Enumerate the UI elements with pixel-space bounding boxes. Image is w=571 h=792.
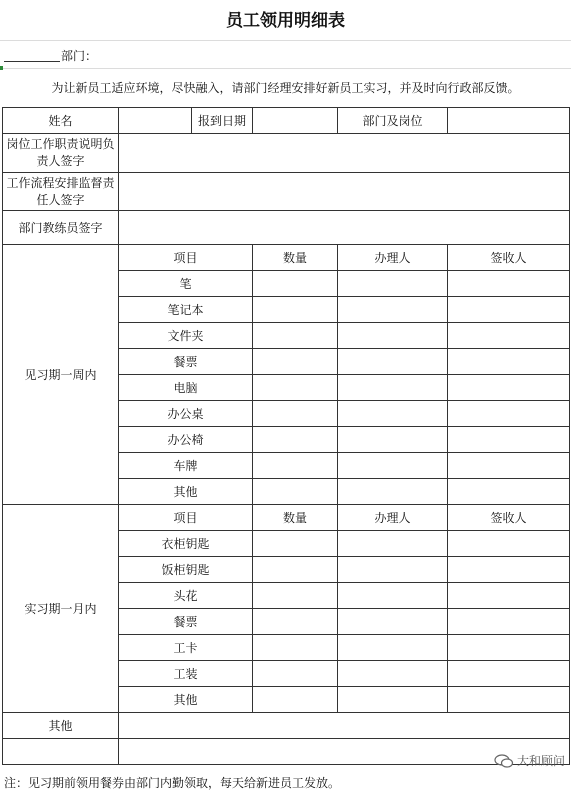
header-row: [3, 108, 570, 134]
other-row: [3, 713, 570, 739]
qty-cell[interactable]: [253, 557, 338, 583]
item-name: 其他: [119, 479, 253, 505]
signature-cell[interactable]: [119, 134, 570, 173]
sign-row: [3, 134, 570, 173]
signature-cell[interactable]: [119, 173, 570, 211]
handler-cell[interactable]: [338, 401, 448, 427]
dept-post-cell[interactable]: [448, 108, 570, 134]
handler-cell[interactable]: [338, 453, 448, 479]
qty-cell[interactable]: [253, 583, 338, 609]
column-header-receiver: 签收人: [448, 505, 570, 531]
sign-row: [3, 211, 570, 245]
receiver-cell[interactable]: [448, 375, 570, 401]
handler-cell[interactable]: [338, 583, 448, 609]
qty-cell[interactable]: [253, 635, 338, 661]
name-label: 姓名: [3, 108, 119, 134]
watermark: [494, 752, 565, 769]
receiver-cell[interactable]: [448, 349, 570, 375]
item-name: 工卡: [119, 635, 253, 661]
handler-cell[interactable]: [338, 557, 448, 583]
receiver-cell[interactable]: [448, 635, 570, 661]
receiver-cell[interactable]: [448, 661, 570, 687]
column-header-handler: 办理人: [338, 245, 448, 271]
qty-cell[interactable]: [253, 375, 338, 401]
cell-marker: [0, 66, 3, 70]
qty-cell[interactable]: [253, 271, 338, 297]
item-name: 头花: [119, 583, 253, 609]
intro-text: 为让新员工适应环境，尽快融入，请部门经理安排好新员工实习，并及时向行政部反馈。: [51, 81, 520, 95]
department-label: 部门：: [61, 48, 98, 63]
column-header-receiver: 签收人: [448, 245, 570, 271]
qty-cell[interactable]: [253, 349, 338, 375]
sign-row: [3, 173, 570, 211]
signature-cell[interactable]: [119, 211, 570, 245]
column-header-handler: 办理人: [338, 505, 448, 531]
receiver-cell[interactable]: [448, 297, 570, 323]
receiver-cell[interactable]: [448, 479, 570, 505]
qty-cell[interactable]: [253, 531, 338, 557]
watermark-text: 大和顾问: [516, 754, 565, 768]
handler-cell[interactable]: [338, 531, 448, 557]
department-blank[interactable]: [4, 48, 60, 62]
wechat-icon: [494, 754, 514, 768]
handler-cell[interactable]: [338, 661, 448, 687]
blank-row: [3, 739, 570, 765]
footnote: 注：见习期前领用餐券由部门内勤领取，每天给新进员工发放。: [4, 776, 341, 790]
sign-row-label: 部门教练员签字: [3, 211, 119, 245]
item-name: 饭柜钥匙: [119, 557, 253, 583]
handler-cell[interactable]: [338, 687, 448, 713]
handler-cell[interactable]: [338, 297, 448, 323]
receiver-cell[interactable]: [448, 531, 570, 557]
sign-row-label: 工作流程安排监督责任人签字: [3, 173, 119, 211]
receiver-cell[interactable]: [448, 271, 570, 297]
column-header-item: 项目: [119, 505, 253, 531]
receiver-cell[interactable]: [448, 453, 570, 479]
column-header-qty: 数量: [253, 505, 338, 531]
qty-cell[interactable]: [253, 401, 338, 427]
handler-cell[interactable]: [338, 323, 448, 349]
item-name: 车牌: [119, 453, 253, 479]
handler-cell[interactable]: [338, 635, 448, 661]
qty-cell[interactable]: [253, 687, 338, 713]
sign-row-label: 岗位工作职责说明负责人签字: [3, 134, 119, 173]
handler-cell[interactable]: [338, 479, 448, 505]
handler-cell[interactable]: [338, 427, 448, 453]
sheet-gridline: [0, 40, 571, 41]
item-name: 办公桌: [119, 401, 253, 427]
name-cell[interactable]: [119, 108, 192, 134]
receiver-cell[interactable]: [448, 323, 570, 349]
item-name: 办公椅: [119, 427, 253, 453]
date-cell[interactable]: [253, 108, 338, 134]
receiver-cell[interactable]: [448, 427, 570, 453]
other-cell[interactable]: [119, 713, 570, 739]
section-label: 实习期一月内: [3, 505, 119, 713]
column-header-row: [3, 505, 570, 531]
column-header-qty: 数量: [253, 245, 338, 271]
handler-cell[interactable]: [338, 609, 448, 635]
item-name: 笔: [119, 271, 253, 297]
section-label: 见习期一周内: [3, 245, 119, 505]
column-header-item: 项目: [119, 245, 253, 271]
qty-cell[interactable]: [253, 453, 338, 479]
qty-cell[interactable]: [253, 427, 338, 453]
handler-cell[interactable]: [338, 349, 448, 375]
receiver-cell[interactable]: [448, 401, 570, 427]
handler-cell[interactable]: [338, 375, 448, 401]
item-name: 工装: [119, 661, 253, 687]
dept-post-label: 部门及岗位: [338, 108, 448, 134]
item-name: 笔记本: [119, 297, 253, 323]
item-name: 文件夹: [119, 323, 253, 349]
receiver-cell[interactable]: [448, 557, 570, 583]
item-name: 衣柜钥匙: [119, 531, 253, 557]
item-name: 餐票: [119, 349, 253, 375]
requisition-table: [2, 107, 570, 765]
handler-cell[interactable]: [338, 271, 448, 297]
item-name: 电脑: [119, 375, 253, 401]
page-title: 员工领用明细表: [226, 11, 345, 31]
date-label: 报到日期: [192, 108, 253, 134]
receiver-cell[interactable]: [448, 583, 570, 609]
receiver-cell[interactable]: [448, 687, 570, 713]
column-header-row: [3, 245, 570, 271]
qty-cell[interactable]: [253, 661, 338, 687]
sheet-gridline: [0, 68, 571, 69]
receiver-cell[interactable]: [448, 609, 570, 635]
department-line: [4, 44, 97, 66]
qty-cell[interactable]: [253, 297, 338, 323]
qty-cell[interactable]: [253, 609, 338, 635]
blank-cell[interactable]: [3, 739, 119, 765]
qty-cell[interactable]: [253, 479, 338, 505]
item-name: 其他: [119, 687, 253, 713]
item-name: 餐票: [119, 609, 253, 635]
other-label: 其他: [3, 713, 119, 739]
qty-cell[interactable]: [253, 323, 338, 349]
